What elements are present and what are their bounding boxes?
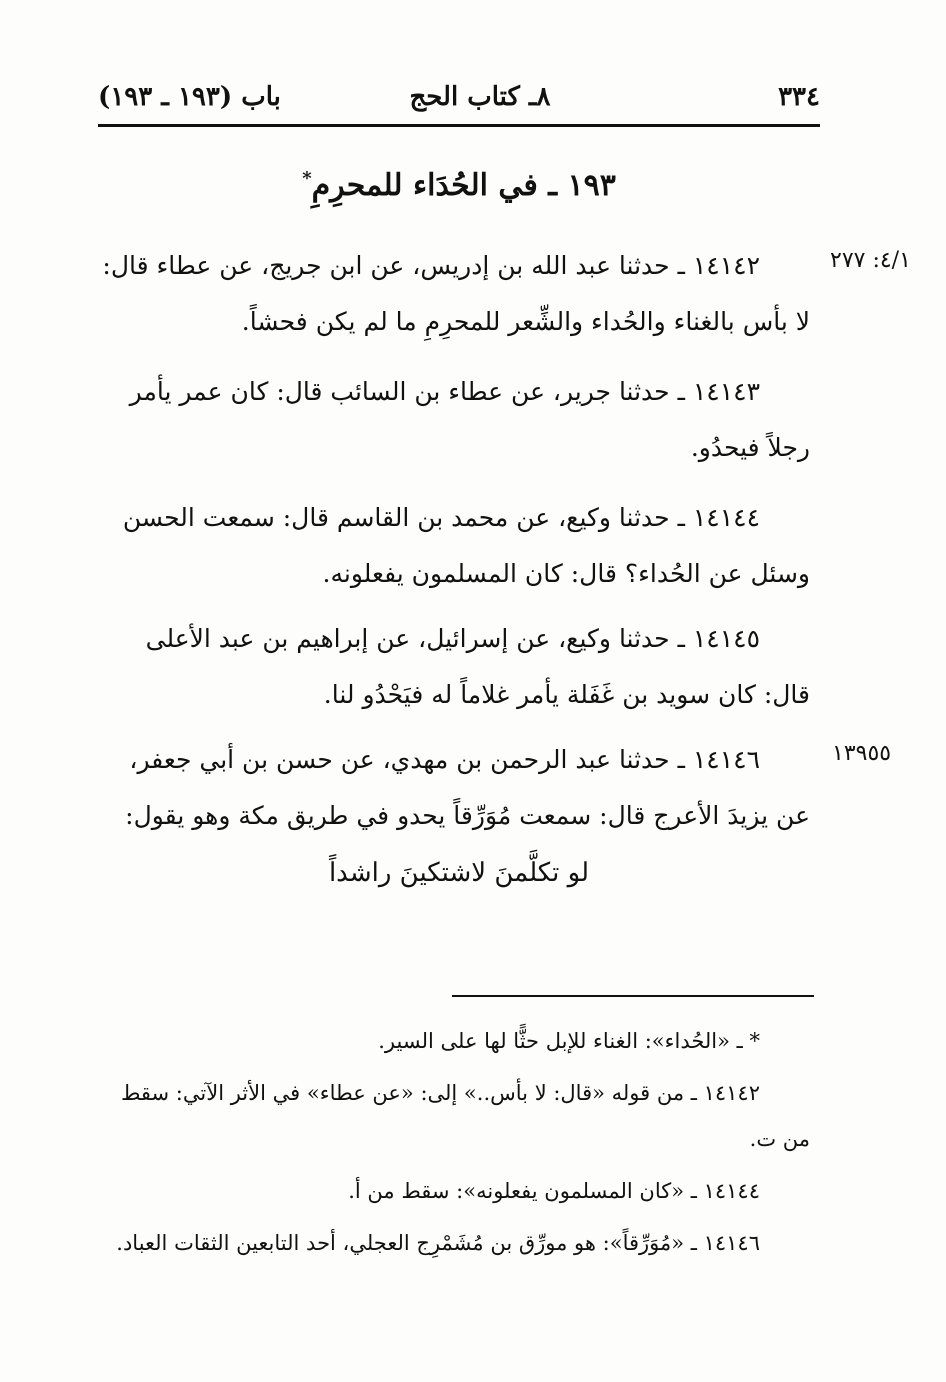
header-chapter-range: باب (١٩٣ ـ ١٩٣) <box>98 82 281 112</box>
hadith-line: لا بأس بالغناء والحُداء والشِّعر للمحرِمِ ما لم يكن فحشاً. <box>241 307 810 336</box>
hadith-line: عن يزيدَ الأعرج قال: سمعت مُوَرِّقاً يحدو في طريق مكة وهو يقول: <box>125 801 810 830</box>
hadith-line: قال: كان سويد بن غَفَلة يأمر غلاماً له فيَحْدُو لنا. <box>323 680 810 709</box>
hadith-line: ١٤١٤٤ ـ حدثنا وكيع، عن محمد بن القاسم قال: سمعت الحسن <box>122 503 760 532</box>
footnote-14146 <box>98 1220 810 1266</box>
hadith-14145 <box>98 611 810 723</box>
header-book-title: ٨ـ كتاب الحج <box>409 82 551 112</box>
footnote-14142 <box>98 1070 810 1162</box>
hadith-14144 <box>98 490 810 602</box>
header-rule <box>98 124 820 127</box>
footnote-line: ١٤١٤٢ ـ من قوله «قال: لا بأس..» إلى: «عن عطاء» في الأثر الآتي: سقط <box>120 1081 760 1105</box>
footnote-line: من ت. <box>749 1127 810 1151</box>
margin-note-hadith-number: ١٣٩٥٥ <box>832 741 892 766</box>
footnote-line: ١٤١٤٤ ـ «كان المسلمون يفعلونه»: سقط من أ. <box>348 1179 760 1203</box>
hadith-14143 <box>98 364 810 476</box>
hadith-line: ١٤١٤٣ ـ حدثنا جرير، عن عطاء بن السائب قال: كان عمر يأمر <box>129 377 760 406</box>
hadith-line: ١٤١٤٥ ـ حدثنا وكيع، عن إسرائيل، عن إبراهيم بن عبد الأعلى <box>145 624 760 653</box>
footnote-14144 <box>98 1168 810 1214</box>
footnote-line: * ـ «الحُداء»: الغناء للإبل حثًّا لها على السير. <box>378 1029 760 1053</box>
chapter-title-text: ١٩٣ ـ في الحُدَاء للمحرِمِ <box>311 168 616 203</box>
hadith-line: رجلاً فيحدُو. <box>690 433 810 462</box>
margin-note-volume-page: ٤/١: ٢٧٧ <box>830 248 911 273</box>
hadith-line: وسئل عن الحُداء؟ قال: كان المسلمون يفعلونه. <box>322 559 810 588</box>
footnote-line: ١٤١٤٦ ـ «مُوَرِّقاً»: هو مورِّق بن مُشَمْرِج العجلي، أحد التابعين الثقات العباد. <box>116 1231 760 1255</box>
footnote-huda <box>98 1018 810 1064</box>
hadith-line: ١٤١٤٢ ـ حدثنا عبد الله بن إدريس، عن ابن جريج، عن عطاء قال: <box>102 251 760 280</box>
hadith-line: ١٤١٤٦ ـ حدثنا عبد الرحمن بن مهدي، عن حسن بن أبي جعفر، <box>129 745 760 774</box>
footnote-rule <box>452 995 814 997</box>
chapter-title-footnote-mark: * <box>302 168 312 189</box>
hadith-14146 <box>98 732 810 844</box>
poetry-verse: لو تكلَّمنَ لاشتكينَ راشداً <box>328 858 590 888</box>
header-page-number: ٣٣٤ <box>778 82 820 112</box>
chapter-title <box>98 168 820 203</box>
hadith-14142 <box>98 238 810 350</box>
